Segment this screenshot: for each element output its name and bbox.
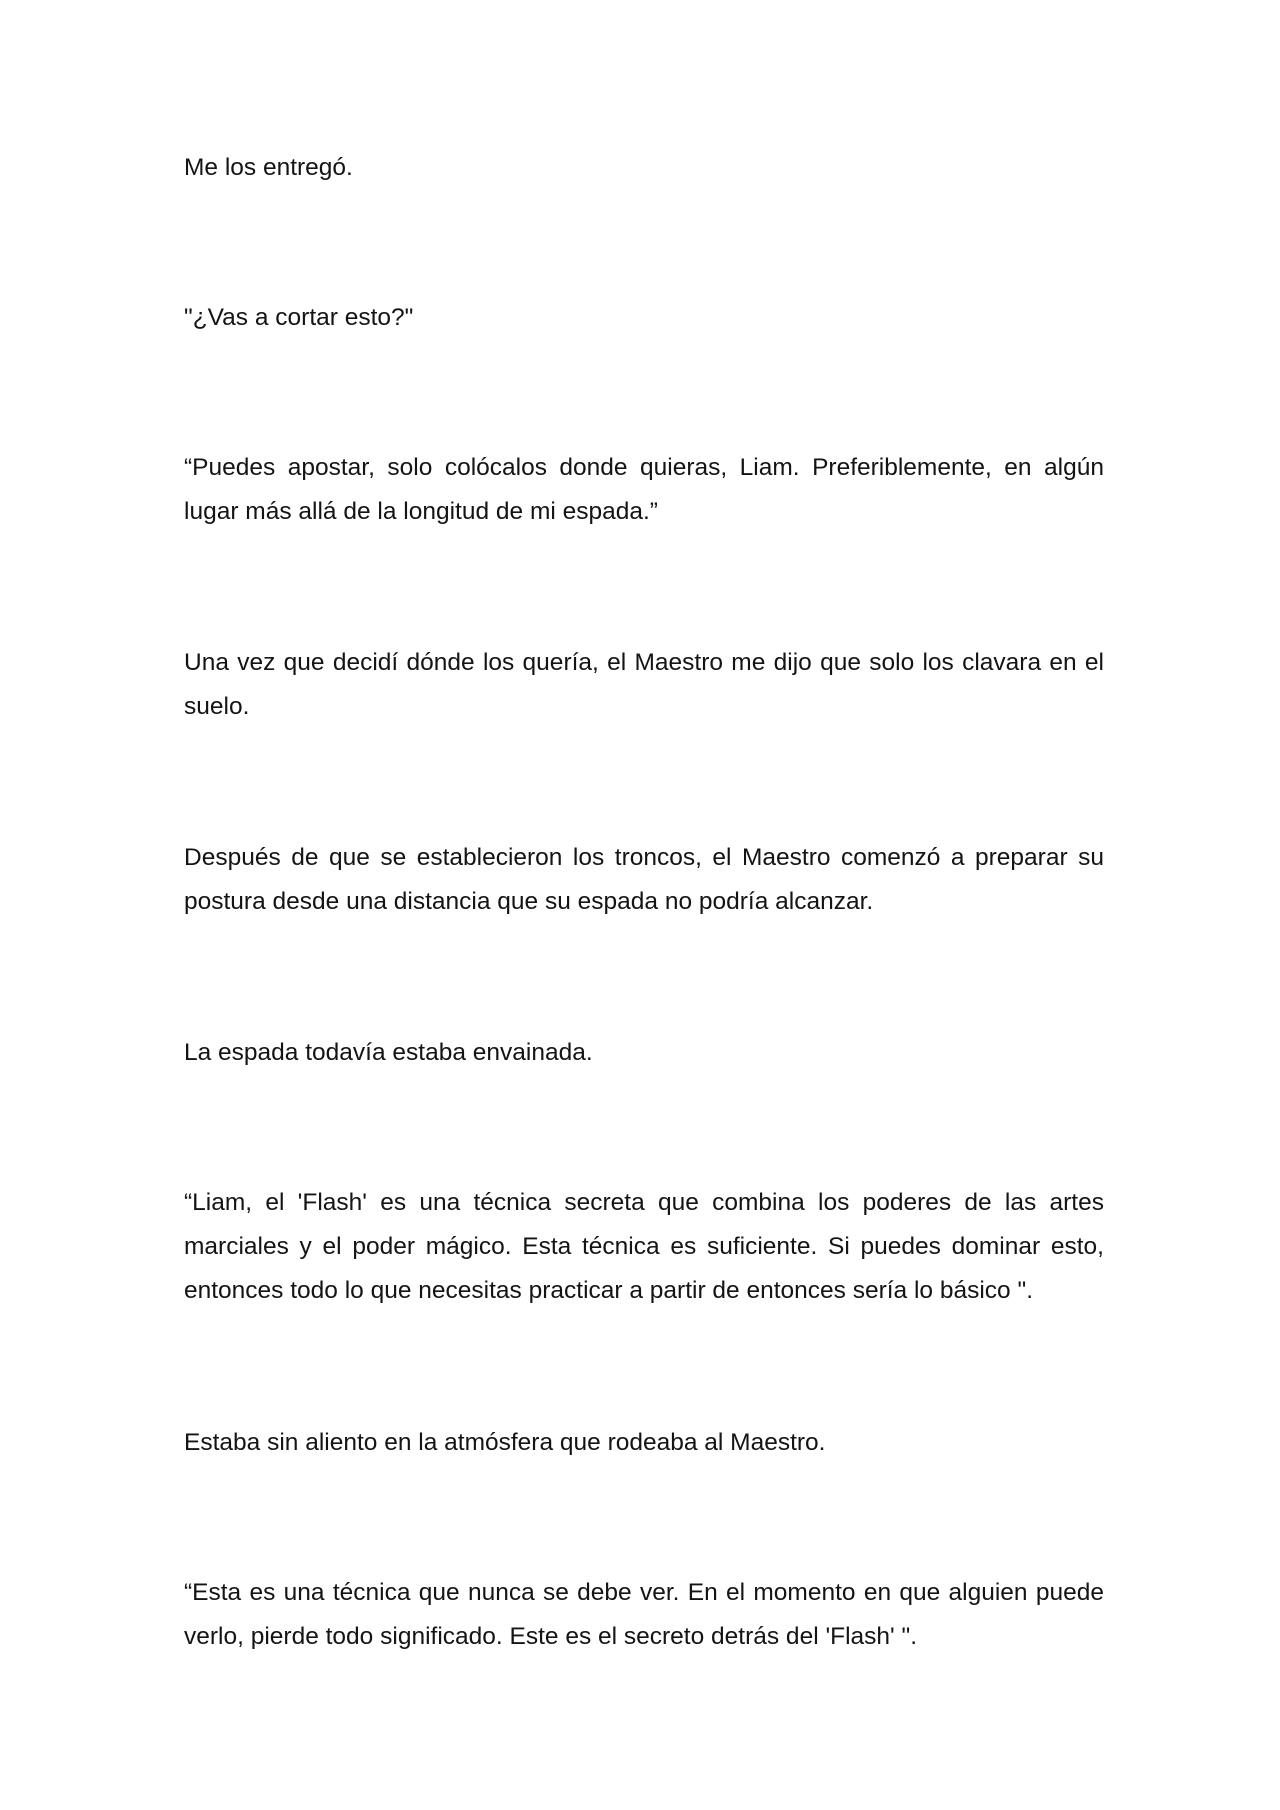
paragraph-4: Una vez que decidí dónde los quería, el Maestro me dijo que solo los clavara en el suelo. [184, 649, 1104, 720]
paragraph-6: La espada todavía estaba envainada. [184, 1039, 593, 1066]
paragraph-8: Estaba sin aliento en la atmósfera que rodeaba al Maestro. [184, 1429, 826, 1456]
paragraph-7: “Liam, el 'Flash' es una técnica secreta que combina los poderes de las artes marciales y el poder mágico. Esta técnica es suficiente. Si puedes dominar esto, entonces todo lo que necesitas practicar a partir de entonces sería lo básico ". [184, 1189, 1104, 1304]
paragraph-9: “Esta es una técnica que nunca se debe ver. En el momento en que alguien puede verlo, pierde todo significado. Este es el secreto detrás del 'Flash' ". [184, 1579, 1104, 1650]
paragraph-5: Después de que se establecieron los troncos, el Maestro comenzó a preparar su postura desde una distancia que su espada no podría alcanzar. [184, 844, 1104, 915]
paragraph-3: “Puedes apostar, solo colócalos donde quieras, Liam. Preferiblemente, en algún lugar más allá de la longitud de mi espada.” [184, 454, 1104, 525]
paragraph-1: Me los entregó. [184, 154, 353, 181]
paragraph-2: "¿Vas a cortar esto?" [184, 304, 414, 331]
